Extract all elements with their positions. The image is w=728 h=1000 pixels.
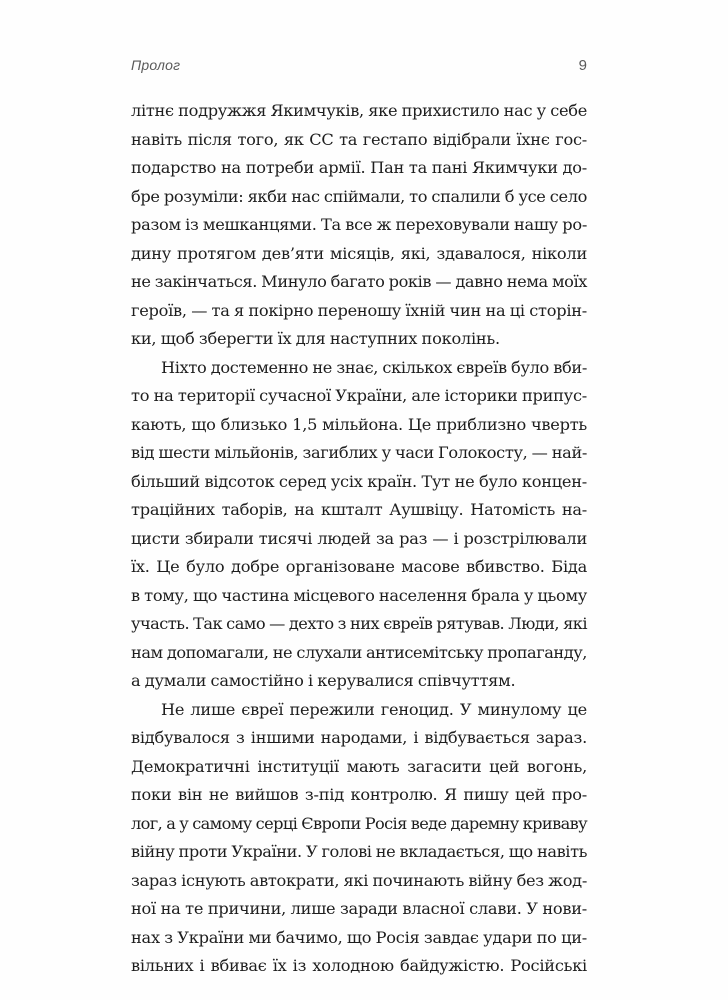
paragraph-3 [131, 696, 587, 981]
text-line: зараз існують автократи, які починають війну без жод- [131, 870, 587, 890]
text-line: а думали самостійно і керувалися співчуттям. [131, 671, 516, 690]
text-line: подарство на потреби армії. Пан та пані Якимчуки до- [131, 158, 587, 177]
running-header [131, 57, 587, 81]
body-text [131, 97, 587, 981]
text-line: їх. Це було добре організоване масове вбивство. Біда [131, 557, 587, 576]
text-line: участь. Так само — дехто з них євреїв рятував. Люди, які [131, 614, 587, 633]
text-line: Демократичні інституції мають загасити цей вогонь, [131, 756, 587, 776]
text-line: нам допомагали, не слухали антисемітську пропаганду, [131, 642, 587, 662]
text-line: від шести мільйонів, загиблих у часи Голокосту, — най- [131, 443, 587, 462]
text-line: літнє подружжя Якимчуків, яке прихистило нас у себе [131, 101, 587, 120]
text-line: цисти збирали тисячі людей за раз — і розстрілювали [131, 528, 587, 548]
text-line: героїв, — та я покірно переношу їхній чин на ці сторін- [131, 300, 587, 320]
text-line: Ніхто достеменно не знає, скількох євреїв було вби- [161, 357, 587, 377]
paragraph-1 [131, 97, 587, 354]
text-line: ної на те причини, лише заради власної слави. У нови- [131, 899, 587, 918]
text-line: навіть після того, як СС та гестапо відібрали їхнє гос- [131, 129, 587, 149]
text-line: то на території сучасної України, але історики припус- [131, 386, 587, 405]
text-line: разом із мешканцями. Та все ж переховували нашу ро- [131, 215, 587, 234]
text-line: лог, а у самому серці Європи Росія веде даремну криваву [131, 813, 587, 833]
text-line: в тому, що частина місцевого населення брала у цьому [131, 585, 587, 605]
text-line: не закінчаться. Минуло багато років — давно нема моїх [131, 272, 587, 291]
text-line: вільних і вбиває їх із холодною байдужістю. Російські [131, 956, 587, 975]
text-line: ки, щоб зберегти їх для наступних поколінь. [131, 329, 500, 348]
text-line: кають, що близько 1,5 мільйона. Це приблизно чверть [131, 414, 587, 434]
text-line: бре розуміли: якби нас спіймали, то спалили б усе село [131, 186, 587, 206]
paragraph-2 [131, 354, 587, 696]
text-line: відбувалося з іншими народами, і відбувається зараз. [131, 728, 587, 747]
text-line: війну проти України. У голові не вкладається, що навіть [131, 842, 587, 861]
text-line: нах з України ми бачимо, що Росія завдає удари по ци- [131, 927, 587, 947]
text-line: поки він не вийшов з-під контролю. Я пишу цей про- [131, 785, 587, 804]
page-number: 9 [578, 57, 587, 74]
text-line: траційних таборів, на кшталт Аушвіцу. Натомість на- [131, 500, 587, 519]
text-line: більший відсоток серед усіх країн. Тут не було концен- [131, 471, 587, 491]
text-line: дину протягом дев’яти місяців, які, здавалося, ніколи [131, 243, 587, 263]
text-line: Не лише євреї пережили геноцид. У минулому це [161, 699, 587, 719]
chapter-running-title: Пролог [131, 57, 181, 73]
